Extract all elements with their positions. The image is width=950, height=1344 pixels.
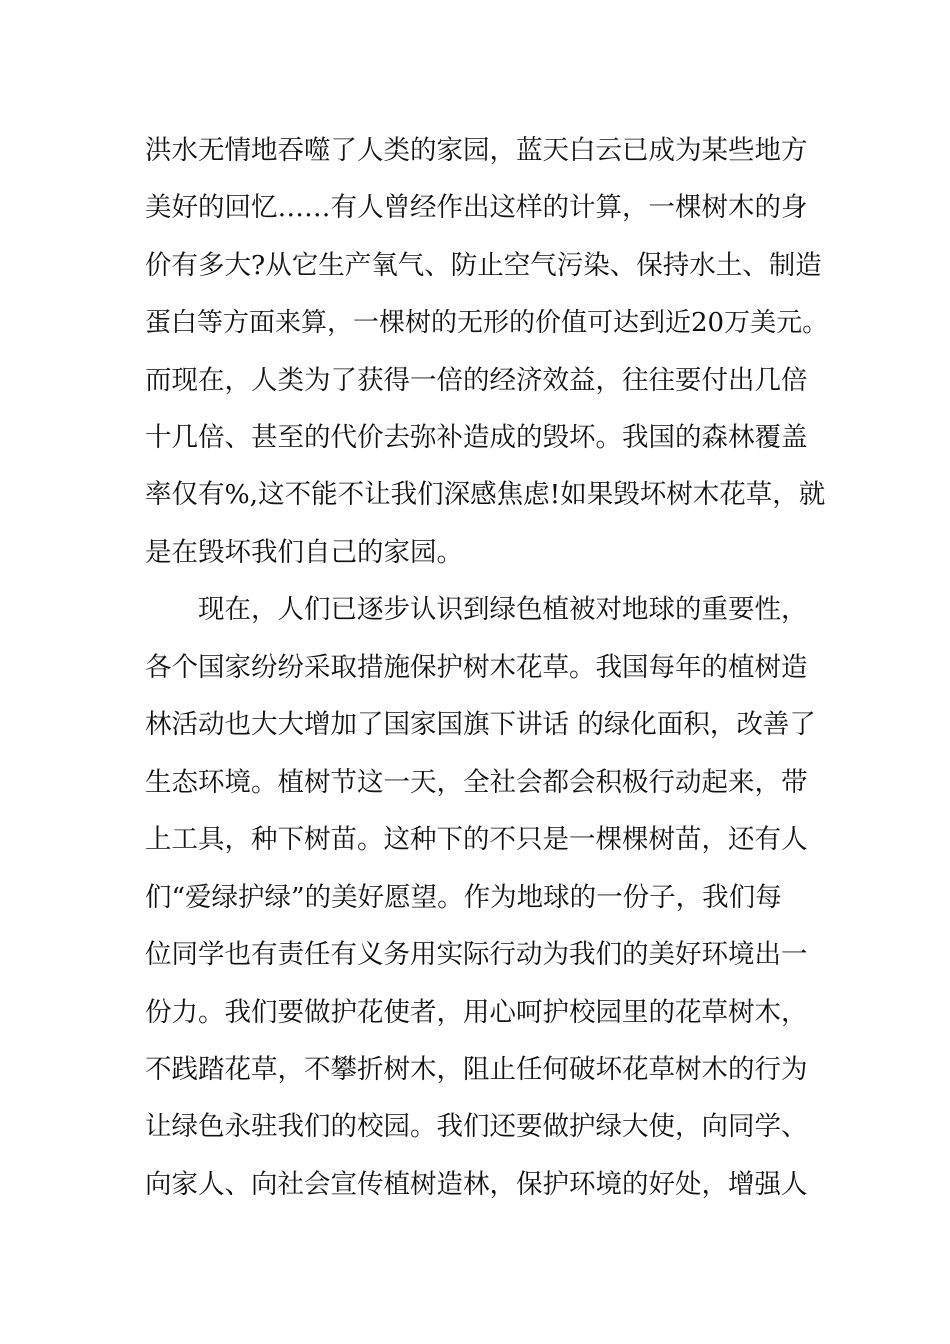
paragraph-2-line-11: 向家人、向社会宣传植树造林，保护环境的好处，增强人	[145, 1169, 808, 1200]
paragraph-1-line-7: 率仅有%,这不能不让我们深感焦虑!如果毁坏树木花草，就	[145, 479, 826, 510]
paragraph-1-line-3: 价有多大?从它生产氧气、防止空气污染、保持水土、制造	[145, 250, 822, 281]
paragraph-2-line-5: 上工具，种下树苗。这种下的不只是一棵棵树苗，还有人	[145, 824, 808, 855]
paragraph-2-line-6: 们“爱绿护绿”的美好愿望。作为地球的一份子，我们每	[145, 882, 782, 913]
paragraph-1-line-1: 洪水无情地吞噬了人类的家园，蓝天白云已成为某些地方	[145, 135, 808, 166]
paragraph-1-line-4: 蛋白等方面来算，一棵树的无形的价值可达到近20万美元。	[145, 308, 829, 338]
paragraph-2-line-8: 份力。我们要做护花使者，用心呵护校园里的花草树木，	[145, 997, 808, 1028]
paragraph-2-line-4: 生态环境。植树节这一天，全社会都会积极行动起来，带	[145, 767, 808, 798]
paragraph-1-line-5: 而现在，人类为了获得一倍的经济效益，往往要付出几倍	[145, 365, 808, 396]
paragraph-2-line-7: 位同学也有责任有义务用实际行动为我们的美好环境出一	[145, 939, 808, 970]
paragraph-2-line-2: 各个国家纷纷采取措施保护树木花草。我国每年的植树造	[145, 652, 808, 683]
paragraph-2-line-9: 不践踏花草，不攀折树木，阻止任何破坏花草树木的行为	[145, 1054, 808, 1085]
paragraph-1-line-2: 美好的回忆……有人曾经作出这样的计算，一棵树木的身	[145, 192, 808, 223]
paragraph-2-line-3: 林活动也大大增加了国家国旗下讲话 的绿化面积，改善了	[145, 709, 816, 740]
paragraph-2-line-10: 让绿色永驻我们的校园。我们还要做护绿大使，向同学、	[145, 1111, 808, 1142]
paragraph-1-line-8: 是在毁坏我们自己的家园。	[145, 537, 463, 568]
paragraph-1-line-6: 十几倍、甚至的代价去弥补造成的毁坏。我国的森林覆盖	[145, 422, 808, 453]
paragraph-2-line-1: 现在，人们已逐步认识到绿色植被对地球的重要性，	[198, 594, 808, 625]
